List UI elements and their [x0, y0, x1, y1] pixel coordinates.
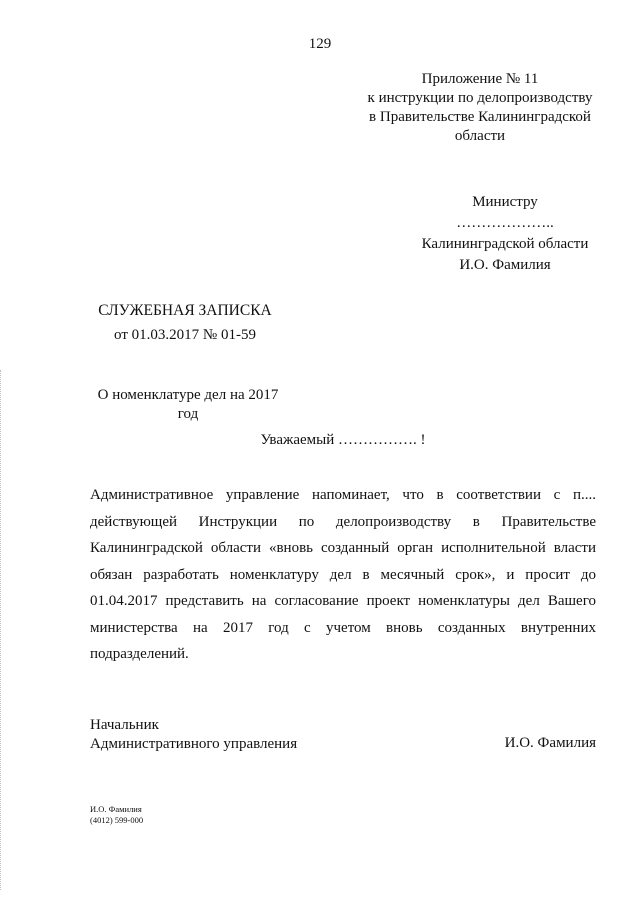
addressee-title: Министру — [472, 194, 538, 210]
executor-block — [90, 804, 290, 826]
appendix-block — [350, 70, 610, 146]
subject-line: О номенклатуре дел на 2017 — [97, 387, 279, 403]
document-date-number: от 01.03.2017 № 01-59 — [114, 327, 256, 343]
executor-phone: (4012) 599-000 — [90, 815, 144, 825]
body-paragraph: Административное управление напоминает, что в соответствии с п.... действующей Инструкции по делопроизводству в Правительстве Калининградской области «вновь созданный орган исполнительной власти обязан разработать номенклатуру дел в месячный срок», и просит до 01.04.2017 представить на согласование проект номенклатуры дел Вашего министерства на 2017 год с учетом вновь созданных внутренних подразделений. — [90, 487, 596, 662]
executor-name: И.О. Фамилия — [90, 804, 142, 814]
signer-position-line: Административного управления — [90, 736, 298, 752]
document-type: СЛУЖЕБНАЯ ЗАПИСКА — [98, 302, 272, 319]
appendix-line: Приложение № 11 — [421, 71, 539, 87]
addressee-name: И.О. Фамилия — [459, 257, 551, 273]
signer-position-line: Начальник — [90, 717, 159, 733]
document-subject — [90, 386, 286, 424]
body-text — [90, 482, 596, 668]
addressee-region: Калининградской области — [421, 236, 589, 252]
addressee-block — [410, 192, 600, 276]
addressee-placeholder: ……………….. — [456, 215, 554, 231]
appendix-line: области — [454, 128, 506, 144]
appendix-line: к инструкции по делопроизводству — [367, 90, 593, 106]
appendix-line: в Правительстве Калининградской — [369, 109, 591, 125]
page-number: 129 — [308, 36, 332, 52]
signer-position — [90, 716, 390, 754]
signer-name: И.О. Фамилия — [504, 735, 596, 751]
subject-line: год — [177, 406, 199, 422]
salutation: Уважаемый ……………. ! — [260, 432, 426, 448]
